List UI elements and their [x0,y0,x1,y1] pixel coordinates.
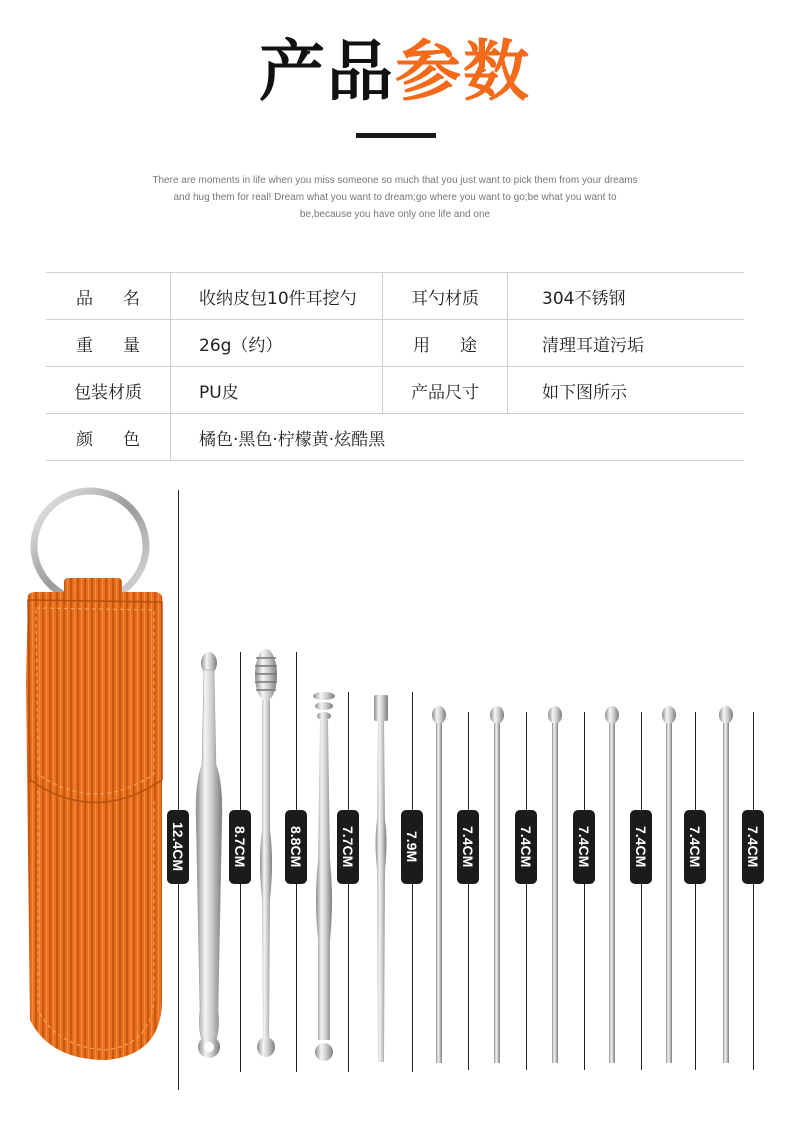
spec-label: 品名 [76,288,170,309]
ear-pick-tool [196,652,222,1058]
measure-line [753,712,754,1070]
measure-badge: 8.8CM [285,810,307,884]
measure-badge: 7.4CM [457,810,479,884]
measure-line [695,712,696,1070]
measure-badge: 7.4CM [573,810,595,884]
measure-badge: 8.7CM [229,810,251,884]
page-title [0,30,790,114]
spec-label: 包装材质 [46,367,171,413]
spec-label: 耳勺材质 [383,273,508,319]
title-part2: 参数 [395,33,531,110]
measure-line [641,712,642,1070]
measure-line [584,712,585,1070]
leather-case [26,578,162,1060]
measure-badge: 7.7CM [337,810,359,884]
spec-label: 颜色 [76,429,170,450]
title-part1: 产品 [259,33,395,110]
spec-value: 橘色·黑色·柠檬黄·炫酷黑 [199,429,386,450]
spec-value: 26g（约） [171,320,383,366]
spec-value: 清理耳道污垢 [542,335,644,356]
measure-line [526,712,527,1070]
measure-badge: 7.4CM [742,810,764,884]
tagline: There are moments in life when you miss someone so much that you just want to pick them from your dreams and hug them for real! Dream what you want to dream;go where you want to go;be what you want to be,because you have only one life and one [152,175,638,220]
spec-value: 收纳皮包10件耳挖勺 [171,273,383,319]
title-underline [356,133,436,138]
spec-value: 304不锈钢 [542,288,626,309]
spiral-ear-pick-tool [313,692,335,1061]
spec-value: 如下图所示 [542,382,627,403]
measure-badge: 7.4CM [684,810,706,884]
spec-row [46,367,744,414]
product-illustration [0,480,790,1080]
spec-label: 产品尺寸 [383,367,508,413]
spec-value: PU皮 [171,367,383,413]
measure-badge: 12.4CM [167,810,189,884]
spec-label: 重量 [76,335,170,356]
measure-badge: 7.4CM [630,810,652,884]
measure-badge: 7.4CM [515,810,537,884]
measure-line [178,490,179,1090]
spec-table [46,272,744,461]
spec-row [46,273,744,320]
measure-badge: 7.9M [401,810,423,884]
spring-ear-pick-tool [255,649,277,1057]
thin-spoon-tools [432,706,733,1063]
spec-row [46,414,744,461]
spec-label: 用途 [413,335,507,356]
spec-row [46,320,744,367]
scoop-tool [374,695,388,1062]
measure-line [468,712,469,1070]
